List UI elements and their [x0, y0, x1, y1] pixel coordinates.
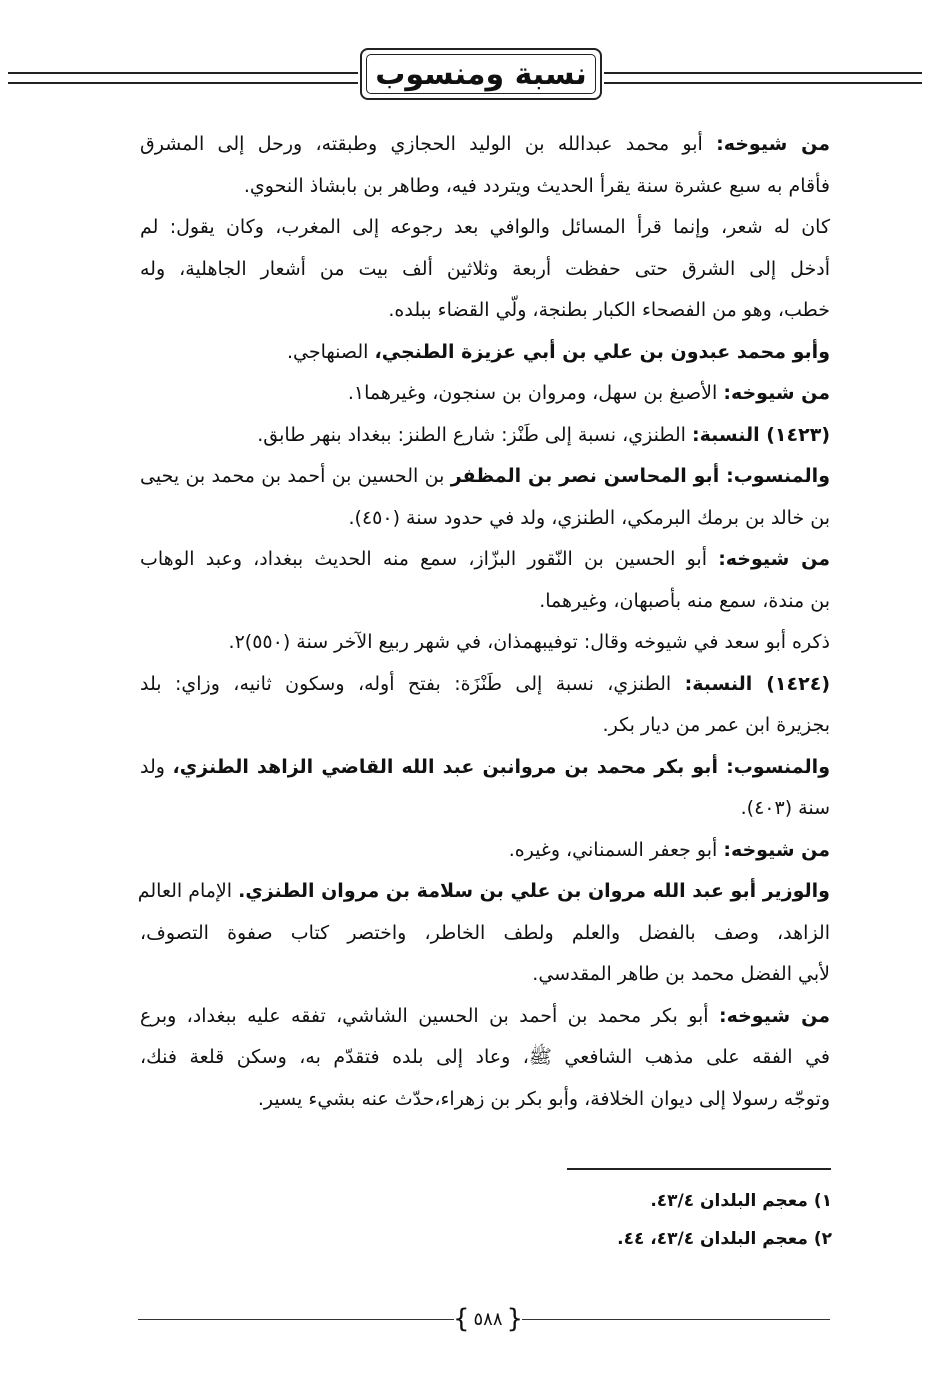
bold-phrase: وأبو محمد عبدون بن علي بن أبي عزيزة الطنجي،	[374, 340, 830, 363]
text-line	[140, 913, 830, 955]
title-frame	[360, 48, 602, 100]
bold-phrase: من شيوخه:	[718, 548, 830, 570]
footnote: ١) معجم البلدان ٤٣/٤.	[650, 1191, 832, 1211]
footnote-separator	[567, 1168, 831, 1170]
footer-rule-right	[522, 1319, 830, 1320]
text-line	[140, 581, 830, 623]
text-line	[140, 290, 830, 332]
text-line	[140, 207, 830, 249]
text-line	[140, 456, 830, 498]
text-line	[140, 332, 830, 374]
text-line	[137, 871, 830, 913]
text-line	[140, 788, 830, 830]
bold-phrase: من شيوخه:	[718, 1004, 830, 1027]
page-footer	[0, 1300, 932, 1340]
line-text: الإمام العالم	[137, 880, 239, 902]
header-rule-left	[8, 72, 358, 84]
text-line	[140, 830, 830, 872]
line-text: ولد	[140, 755, 173, 778]
bold-phrase: (١٤٢٤) النسبة:	[684, 672, 830, 695]
text-line	[140, 539, 830, 581]
footer-rule-left	[138, 1319, 454, 1320]
line-text: الطنزي، نسبة إلى طَنْزَة: بفتح أوله، وسكون ثانيه، وزاي: بلد	[140, 672, 685, 695]
header-rule-right	[604, 72, 922, 84]
bold-phrase: (١٤٢٣) النسبة:	[692, 423, 830, 446]
footnotes	[400, 1182, 832, 1258]
line-text: كان له شعر، وإنما قرأ المسائل والوافي بعد رجوعه إلى المغرب، وكان يقول: لم	[140, 216, 830, 238]
line-text: بن مندة، سمع منه بأصبهان، وغيرهما.	[539, 589, 830, 612]
text-line	[140, 249, 830, 291]
bold-phrase: من شيوخه:	[723, 382, 830, 404]
body-text	[137, 124, 831, 1120]
text-line	[140, 664, 830, 706]
page-number	[458, 1304, 518, 1334]
line-text: الطنزي، نسبة إلى طَنْز: شارع الطنز: ببغداد بنهر طابق.	[257, 423, 692, 446]
text-line	[140, 1037, 830, 1079]
footnote: ٢) معجم البلدان ٤٣/٤، ٤٤.	[617, 1229, 832, 1249]
line-text: أبو جعفر السمناني، وغيره.	[508, 838, 724, 861]
line-text: بجزيرة ابن عمر من ديار بكر.	[602, 714, 830, 736]
line-text: أبو بكر محمد بن أحمد بن الحسين الشاشي، تفقه عليه ببغداد، وبرع	[140, 1004, 719, 1027]
line-text: الأصبغ بن سهل، ومروان بن سنجون، وغيرهما١.	[347, 382, 724, 404]
text-line	[140, 954, 830, 996]
text-line	[140, 166, 830, 208]
page-number-value: { ٥٨٨	[473, 1308, 503, 1330]
page-title: نسبة ومنسوب	[375, 56, 587, 92]
text-line	[140, 415, 830, 457]
line-text: وتوجّه رسولا إلى ديوان الخلافة، وأبو بكر بن زهراء،حدّث عنه بشيء يسير.	[257, 1087, 830, 1110]
bold-phrase: والوزير أبو عبد الله مروان بن علي بن سلامة بن مروان الطنزي.	[238, 880, 830, 902]
text-line	[140, 622, 830, 664]
line-text: سنة (٤٠٣).	[740, 797, 830, 819]
line-text: بن خالد بن برمك البرمكي، الطنزي، ولد في حدود سنة (٤٥٠).	[348, 506, 830, 529]
text-line	[140, 498, 830, 540]
line-text: فأقام به سبع عشرة سنة يقرأ الحديث ويتردد فيه، وطاهر بن بابشاذ النحوي.	[243, 174, 830, 197]
text-line	[140, 705, 830, 747]
bold-phrase: والمنسوب: أبو بكر محمد بن مروانبن عبد الله القاضي الزاهد الطنزي،	[172, 755, 831, 778]
text-line	[140, 996, 830, 1038]
line-text: لأبي الفضل محمد بن طاهر المقدسي.	[532, 963, 830, 985]
line-text: ذكره أبو سعد في شيوخه وقال: توفيبهمذان، في شهر ربيع الآخر سنة (٥٥٠)٢.	[228, 631, 830, 653]
line-text: أبو الحسين بن النّقور البزّاز، سمع منه الحديث ببغداد، وعبد الوهاب	[140, 548, 719, 570]
bold-phrase: من شيوخه:	[716, 133, 830, 155]
text-line	[140, 1079, 830, 1121]
line-text: الزاهد، وصف بالفضل والعلم ولطف الخاطر، واختصر كتاب صفوة التصوف،	[140, 921, 830, 944]
text-line	[140, 373, 830, 415]
line-text: بن الحسين بن أحمد بن محمد بن يحيى	[140, 465, 451, 487]
bold-phrase: من شيوخه:	[723, 838, 830, 861]
line-text: الصنهاجي.	[287, 340, 375, 363]
line-text: خطب، وهو من الفصحاء الكبار بطنجة، ولّي القضاء ببلده.	[388, 299, 830, 321]
bold-phrase: والمنسوب: أبو المحاسن نصر بن المظفر	[450, 465, 831, 487]
page-header	[0, 42, 932, 106]
text-line	[140, 124, 830, 166]
text-line	[140, 747, 830, 789]
line-text: أبو محمد عبدالله بن الوليد الحجازي وطبقته، ورحل إلى المشرق	[140, 133, 717, 155]
line-text: أدخل إلى الشرق حتى حفظت أربعة وثلاثين ألف بيت من أشعار الجاهلية، وله	[140, 257, 830, 280]
line-text: في الفقه على مذهب الشافعي ﷺ، وعاد إلى بلده فتقدّم به، وسكن قلعة فنك،	[140, 1046, 830, 1068]
